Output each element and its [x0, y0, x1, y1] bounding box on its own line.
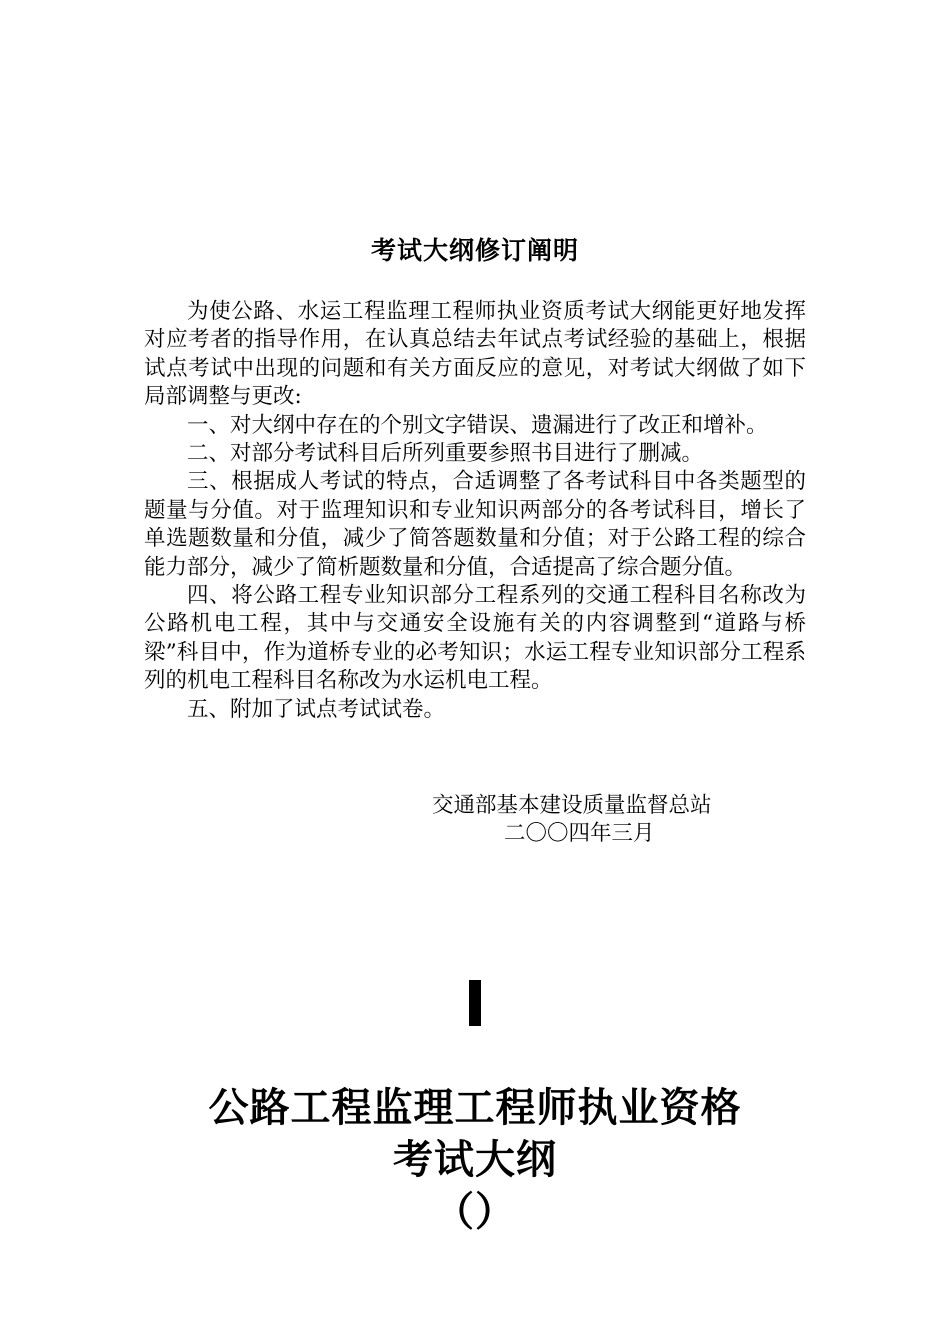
- section-marker-roman-one: [469, 980, 481, 1026]
- paragraph-item-1: 一、对大纲中存在的个别文字错误、遗漏进行了改正和增补。: [187, 412, 768, 438]
- main-title-line-3: （）: [434, 1189, 516, 1235]
- main-title: [0, 1082, 950, 1238]
- signature-organization: 交通部基本建设质量监督总站: [432, 793, 712, 818]
- paragraph-intro: 为使公路、水运工程监理工程师执业资质考试大纲能更好地发挥对应考者的指导作用，在认真总结去年试点考试经验的基础上，根据试点考试中出现的问题和有关方面反应的意见，对考试大纲做了如下局部调整与更改:: [144, 299, 806, 410]
- paragraph-item-3: 三、根据成人考试的特点，合适调整了各考试科目中各类题型的题量与分值。对于监理知识和专业知识两部分的各考试科目，增长了单选题数量和分值，减少了简答题数量和分值；对于公路工程的综合能力部分，减少了简析题数量和分值，合适提高了综合题分值。: [144, 469, 806, 580]
- signature-date: 二〇〇四年三月: [504, 821, 655, 847]
- signature-block: [400, 792, 810, 849]
- main-title-line-1: 公路工程监理工程师执业资格: [208, 1085, 742, 1131]
- paragraph-item-5: 五、附加了试点考试试卷。: [187, 696, 446, 722]
- body-text: [144, 298, 806, 724]
- document-title: 考试大纲修订阐明: [370, 236, 579, 265]
- paragraph-item-2: 二、对部分考试科目后所列重要参照书目进行了删减。: [187, 441, 704, 467]
- paragraph-item-4: 四、将公路工程专业知识部分工程系列的交通工程科目名称改为公路机电工程，其中与交通安全设施有关的内容调整到“道路与桥梁”科目中，作为道桥专业的必考知识；水运工程专业知识部分工程系列的机电工程科目名称改为水运机电工程。: [144, 583, 806, 694]
- main-title-line-2: 考试大纲: [393, 1137, 557, 1183]
